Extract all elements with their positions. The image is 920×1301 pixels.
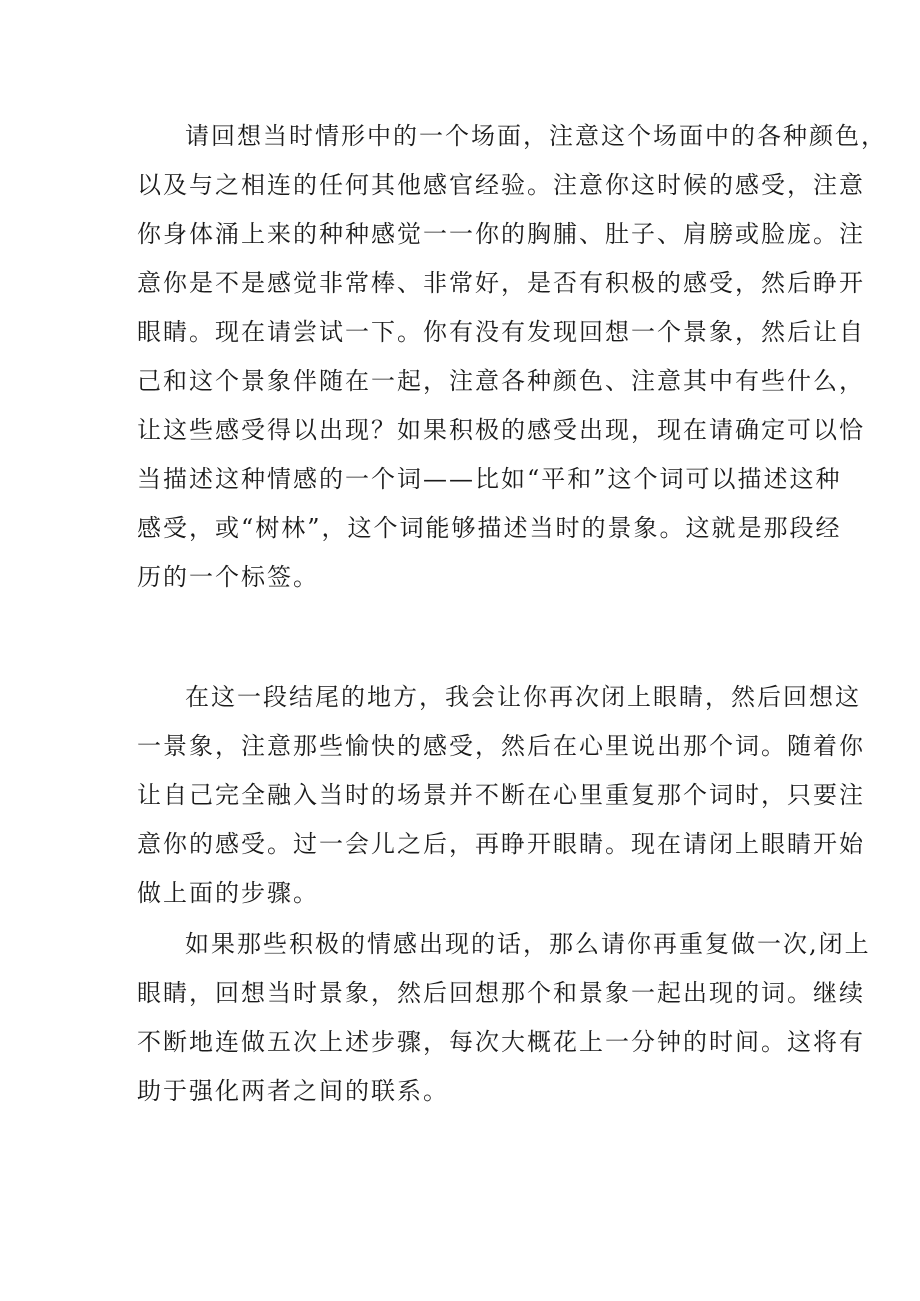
- paragraph-3: [137, 920, 871, 1116]
- text-line: 意你的感受。过一会儿之后，再睁开眼睛。现在请闭上眼睛开始: [137, 830, 865, 858]
- text-line: 眼睛，回想当时景象，然后回想那个和景象一起出现的词。继续: [137, 979, 865, 1007]
- text-line: 助于强化两者之间的联系。: [137, 1077, 449, 1105]
- text-line: 你身体涌上来的种种感觉一一你的胸脯、肚子、肩膀或脸庞。注: [137, 220, 865, 248]
- text-line: 己和这个景象伴随在一起，注意各种颜色、注意其中有些什么，: [137, 367, 865, 395]
- text-line: 意你是不是感觉非常棒、非常好，是否有积极的感受，然后睁开: [137, 269, 865, 297]
- text-line: 让自己完全融入当时的场景并不断在心里重复那个词时，只要注: [137, 781, 865, 809]
- text-line: 不断地连做五次上述步骤，每次大概花上一分钟的时间。这将有: [137, 1028, 865, 1056]
- paragraph-2: [137, 673, 865, 918]
- text-line: 在这一段结尾的地方，我会让你再次闭上眼睛，然后回想这: [185, 683, 861, 711]
- text-line: 让这些感受得以出现？如果积极的感受出现，现在请确定可以恰: [137, 416, 865, 444]
- text-line: 请回想当时情形中的一个场面，注意这个场面中的各种颜色，: [185, 122, 887, 150]
- text-line: 一景象，注意那些愉快的感受，然后在心里说出那个词。随着你: [137, 732, 865, 760]
- text-line: 做上面的步骤。: [137, 879, 319, 907]
- text-line: 感受，或“树林”，这个词能够描述当时的景象。这就是那段经: [137, 514, 842, 542]
- text-line: 眼睛。现在请尝试一下。你有没有发现回想一个景象，然后让自: [137, 318, 865, 346]
- paragraph-1: [137, 112, 887, 602]
- text-line: 如果那些积极的情感出现的话，那么请你再重复做一次,闭上: [185, 930, 871, 958]
- text-line: 当描述这种情感的一个词——比如“平和”这个词可以描述这种: [137, 465, 842, 493]
- text-line: 历的一个标签。: [137, 563, 319, 591]
- text-line: 以及与之相连的任何其他感官经验。注意你这时候的感受，注意: [137, 171, 865, 199]
